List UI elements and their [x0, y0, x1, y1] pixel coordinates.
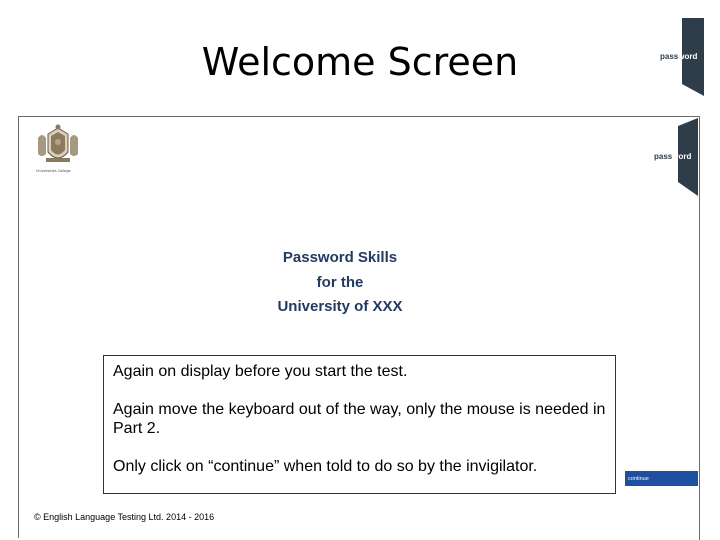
crest-caption: Universities College — [36, 169, 71, 173]
instruction-text: Only click on “continue” when told to do so by the invigilator. — [113, 458, 538, 475]
password-logo-screen — [648, 118, 704, 196]
continue-button[interactable]: continue — [625, 471, 698, 486]
page-title: Welcome Screen — [201, 40, 519, 84]
logo-text: password — [654, 152, 692, 161]
instruction-text: Again move the keyboard out of the way, only the mouse is needed in Part 2. — [113, 401, 606, 437]
instruction-text: Again on display before you start the test. — [113, 363, 408, 380]
product-title-line: University of XXX — [277, 298, 403, 315]
copyright-notice: © English Language Testing Ltd. 2014 - 2016 — [34, 512, 215, 522]
logo-text: password — [660, 52, 698, 61]
instructions-callout — [103, 355, 616, 494]
product-title-line: Password Skills — [282, 249, 398, 266]
password-logo — [652, 18, 712, 96]
product-title — [240, 246, 440, 320]
product-title-line: for the — [316, 273, 364, 291]
